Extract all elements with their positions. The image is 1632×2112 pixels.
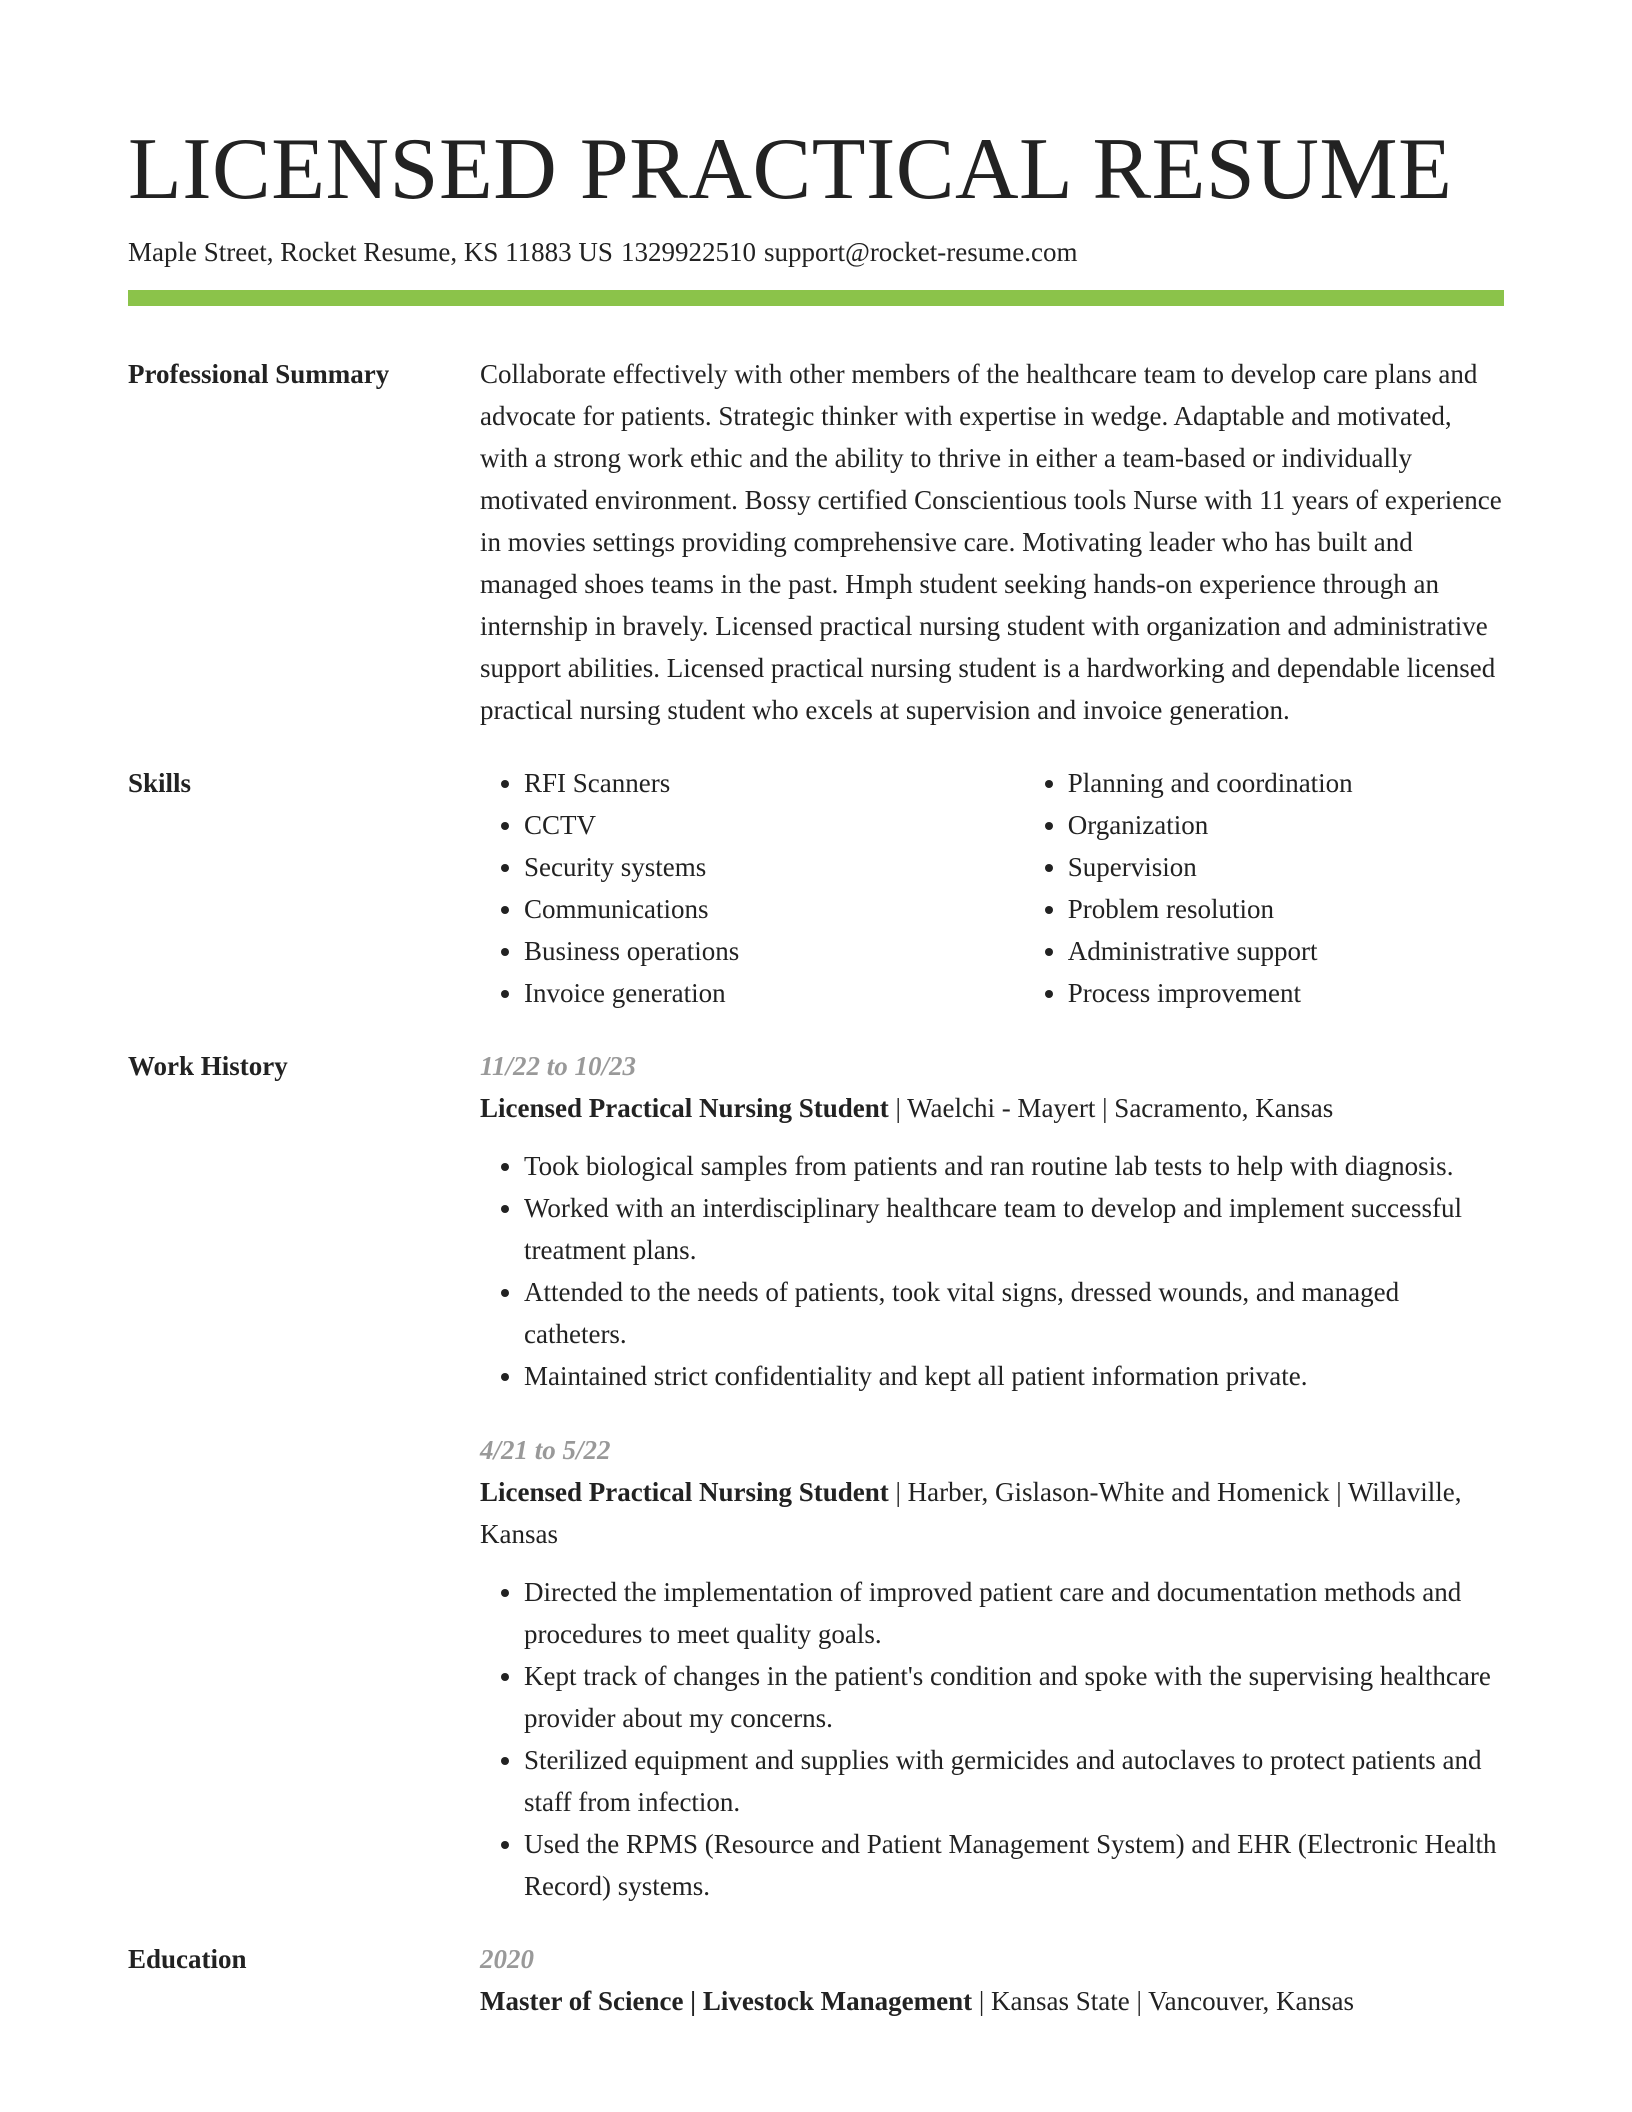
skill-item: • CCTV <box>524 804 1024 846</box>
job-details: | Waelchi - Mayert | Sacramento, Kansas <box>888 1093 1334 1123</box>
work-history-label: Work History <box>128 1051 288 1081</box>
job-entry <box>480 1429 1504 1907</box>
contact-line <box>128 234 1504 270</box>
skill-item: • Process improvement <box>1068 972 1504 1014</box>
job-title: Licensed Practical Nursing Student <box>480 1093 889 1123</box>
work-history-section <box>128 1045 1504 1907</box>
skill-item: • Security systems <box>524 846 1024 888</box>
skill-item: • Communications <box>524 888 1024 930</box>
skills-label: Skills <box>128 768 192 798</box>
job-bullet: • Took biological samples from patients and ran routine lab tests to help with diagnosis. <box>524 1145 1504 1187</box>
summary-text: Collaborate effectively with other members of the healthcare team to develop care plans and advocate for patients. Strategic thinker with expertise in wedge. Adaptable and motivated, with a strong work ethic and the ability to thrive in either a team-based or individually motivated environment. Bossy certified Conscientious tools Nurse with 11 years of experience in movies settings providing comprehensive care. Motivating leader who has built and managed shoes teams in the past. Hmph student seeking hands-on experience through an internship in bravely. Licensed practical nursing student with organization and administrative support abilities. Licensed practical nursing student is a hardworking and dependable licensed practical nursing student who excels at supervision and invoice generation. <box>480 359 1502 725</box>
job-bullet: • Maintained strict confidentiality and kept all patient information private. <box>524 1355 1504 1397</box>
job-bullets <box>480 1571 1504 1907</box>
skills-section <box>128 762 1504 1014</box>
skill-item: • RFI Scanners <box>524 762 1024 804</box>
contact-email: support@rocket-resume.com <box>763 237 1078 267</box>
resume-title: LICENSED PRACTICAL RESUME <box>128 121 1453 218</box>
job-bullet: • Attended to the needs of patients, took vital signs, dressed wounds, and managed catheters. <box>524 1271 1504 1355</box>
job-date: 4/21 to 5/22 <box>480 1435 611 1465</box>
job-date: 11/22 to 10/23 <box>480 1051 637 1081</box>
job-heading <box>480 1471 1504 1555</box>
job-details: | Harber, Gislason-White and Homenick | Willaville, Kansas <box>480 1477 1462 1549</box>
education-date: 2020 <box>480 1944 534 1974</box>
job-bullet: • Worked with an interdisciplinary healthcare team to develop and implement successful treatment plans. <box>524 1187 1504 1271</box>
job-bullet: • Directed the implementation of improved patient care and documentation methods and procedures to meet quality goals. <box>524 1571 1504 1655</box>
contact-phone: 1329922510 <box>620 237 756 267</box>
job-bullet: • Kept track of changes in the patient's condition and spoke with the supervising healthcare provider about my concerns. <box>524 1655 1504 1739</box>
skills-column-left <box>480 762 1024 1014</box>
job-bullet: • Used the RPMS (Resource and Patient Management System) and EHR (Electronic Health Record) systems. <box>524 1823 1504 1907</box>
job-bullets <box>480 1145 1504 1397</box>
skill-item: • Organization <box>1068 804 1504 846</box>
education-degree: Master of Science | Livestock Management <box>480 1986 973 2016</box>
skills-column-right <box>1024 762 1504 1014</box>
job-title: Licensed Practical Nursing Student <box>480 1477 889 1507</box>
skill-item: • Problem resolution <box>1068 888 1504 930</box>
contact-address: Maple Street, Rocket Resume, KS 11883 US <box>128 237 613 267</box>
education-section <box>128 1938 1504 2022</box>
summary-section <box>128 353 1504 731</box>
job-bullet: • Sterilized equipment and supplies with germicides and autoclaves to protect patients and staff from infection. <box>524 1739 1504 1823</box>
accent-divider <box>128 290 1504 306</box>
job-entry <box>480 1045 1504 1397</box>
education-heading <box>480 1980 1504 2022</box>
resume-page <box>128 120 1504 2022</box>
education-details: | Kansas State | Vancouver, Kansas <box>972 1986 1354 2016</box>
job-heading <box>480 1087 1504 1129</box>
skill-item: • Invoice generation <box>524 972 1024 1014</box>
skill-item: • Planning and coordination <box>1068 762 1504 804</box>
skill-item: • Business operations <box>524 930 1024 972</box>
skill-item: • Administrative support <box>1068 930 1504 972</box>
skill-item: • Supervision <box>1068 846 1504 888</box>
education-label: Education <box>128 1944 247 1974</box>
summary-label: Professional Summary <box>128 359 390 389</box>
skills-list <box>480 762 1504 1014</box>
